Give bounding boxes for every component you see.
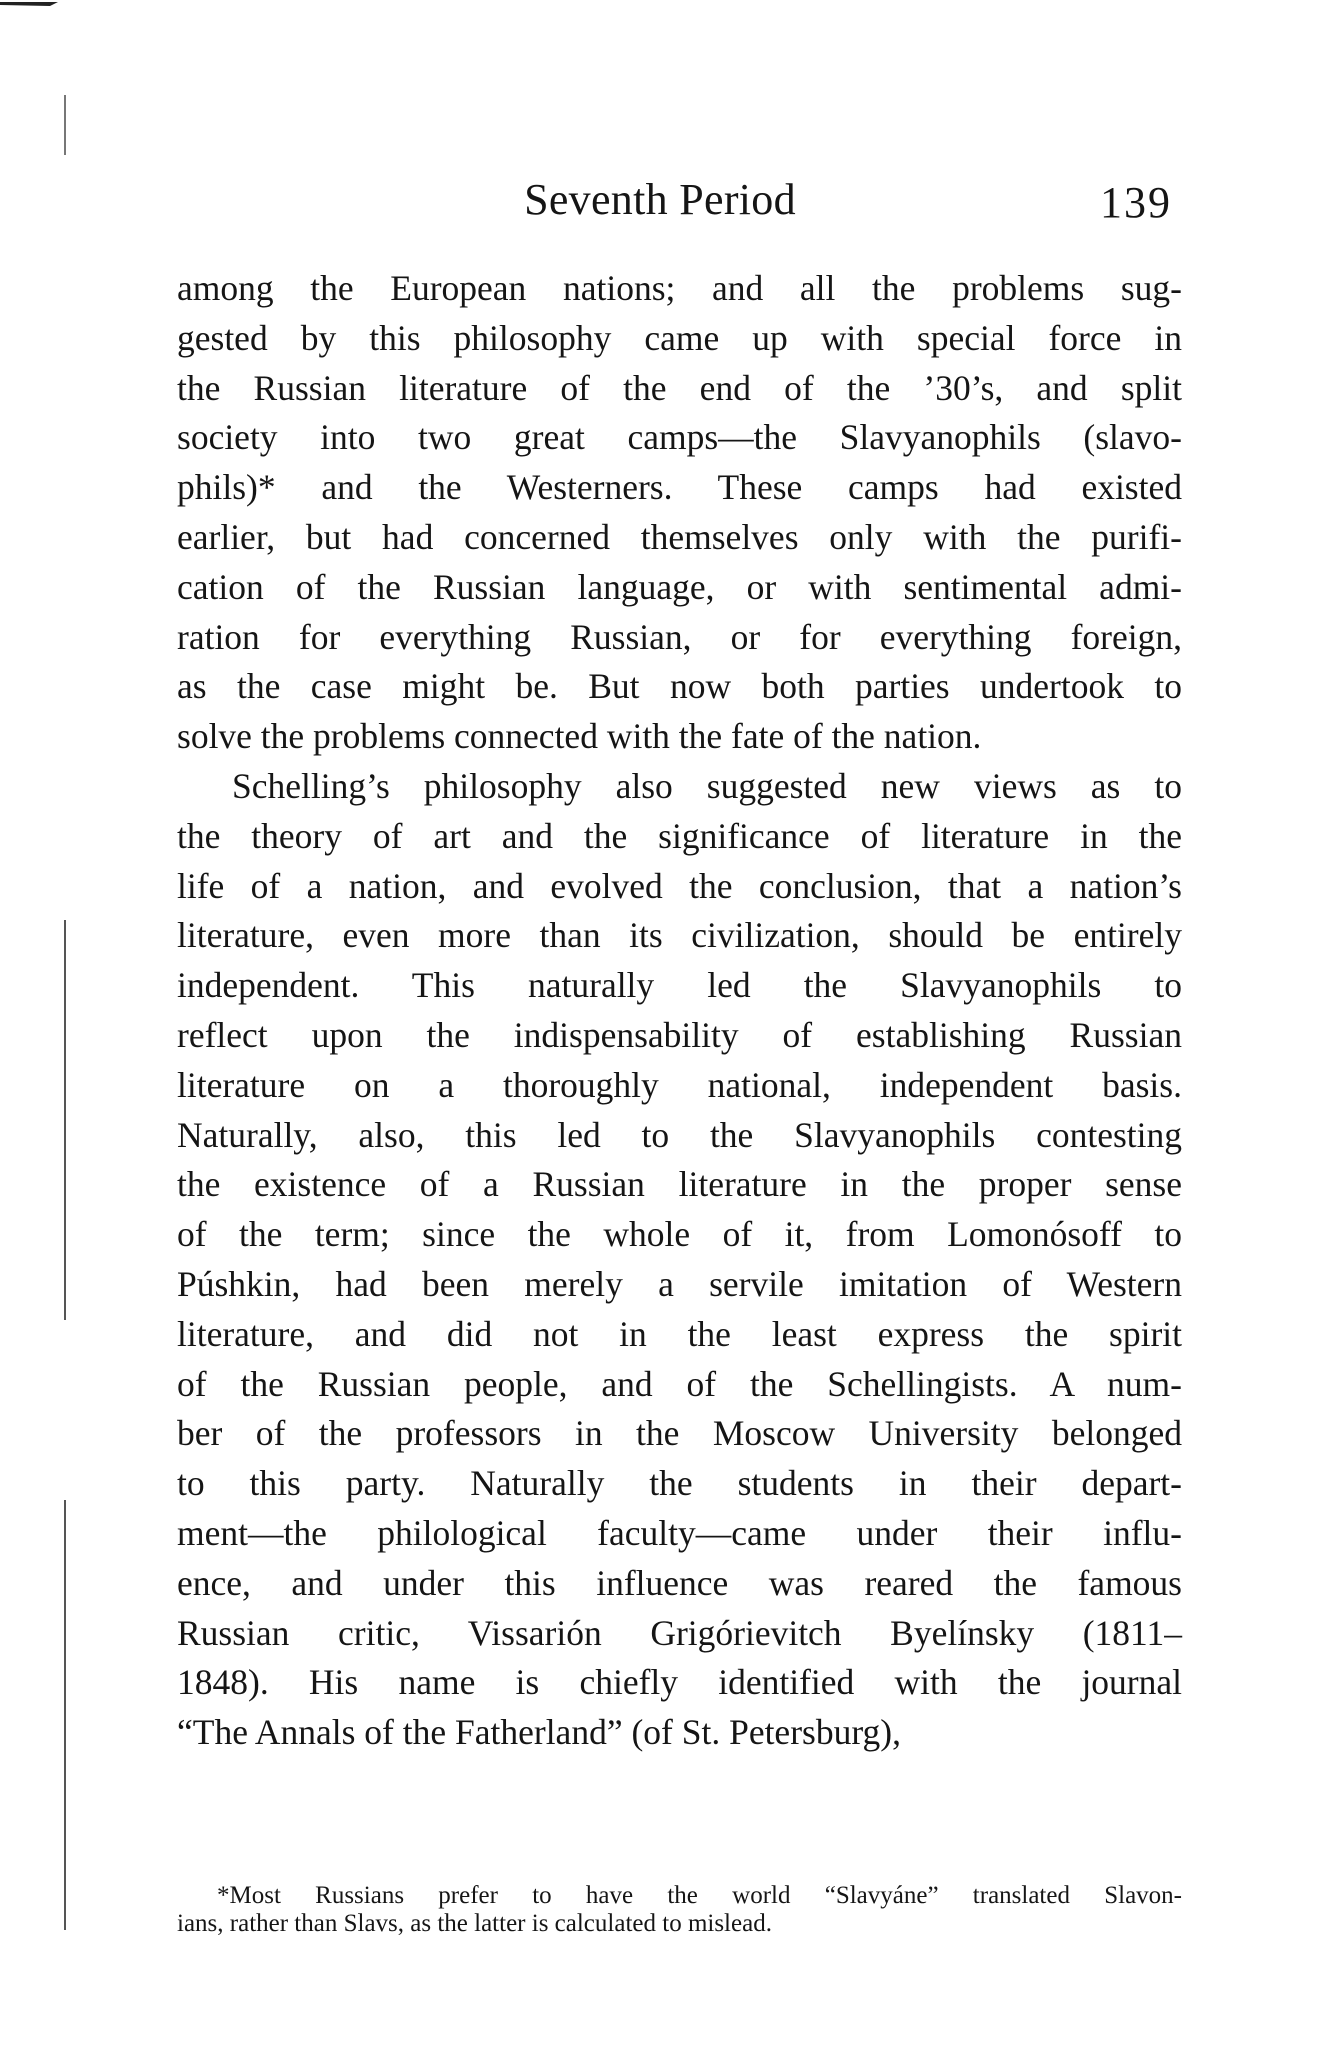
text-line: independent. This naturally led the Slavyanophils to (177, 965, 1182, 1006)
text-line: 1848). His name is chiefly identified with the journal (177, 1662, 1182, 1703)
page-number: 139 (1100, 178, 1172, 227)
text-line: the Russian literature of the end of the ’30’s, and split (177, 367, 1182, 408)
footnote-block (177, 1882, 1182, 1938)
text-line: literature, even more than its civilization, should be entirely (177, 915, 1182, 956)
text-line: “The Annals of the Fatherland” (of St. Petersburg), (177, 1712, 901, 1753)
text-line: phils)* and the Westerners. These camps had existed (177, 467, 1182, 508)
scan-margin-mark (64, 1500, 66, 1930)
text-line: literature on a thoroughly national, independent basis. (177, 1064, 1182, 1105)
text-line: gested by this philosophy came up with special force in (177, 317, 1182, 358)
text-line: as the case might be. But now both parties undertook to (177, 666, 1182, 707)
text-line: literature, and did not in the least express the spirit (177, 1313, 1182, 1354)
text-line: Púshkin, had been merely a servile imitation of Western (177, 1263, 1182, 1304)
text-line: reflect upon the indispensability of establishing Russian (177, 1014, 1182, 1055)
running-head-title: Seventh Period (524, 175, 796, 224)
text-line: cation of the Russian language, or with sentimental admi- (177, 566, 1182, 607)
footnote-line: *Most Russians prefer to have the world “Slavyáne” translated Slavon- (217, 1882, 1182, 1909)
scan-margin-mark (64, 95, 66, 155)
scan-corner-mark (0, 0, 60, 10)
text-line: society into two great camps—the Slavyanophils (slavo- (177, 417, 1182, 458)
text-line: the theory of art and the significance of literature in the (177, 815, 1182, 856)
text-line: of the term; since the whole of it, from Lomonósoff to (177, 1214, 1182, 1255)
text-line: life of a nation, and evolved the conclusion, that a nation’s (177, 865, 1182, 906)
text-line: ration for everything Russian, or for everything foreign, (177, 616, 1182, 657)
text-line: to this party. Naturally the students in their depart- (177, 1463, 1182, 1504)
text-line: Naturally, also, this led to the Slavyanophils contesting (177, 1114, 1182, 1155)
text-line: of the Russian people, and of the Schellingists. A num- (177, 1363, 1182, 1404)
text-line: ment—the philological faculty—came under their influ- (177, 1512, 1182, 1553)
text-line: Russian critic, Vissarión Grigórievitch Byelínsky (1811– (177, 1612, 1182, 1653)
text-line: ence, and under this influence was reared the famous (177, 1562, 1182, 1603)
text-line: earlier, but had concerned themselves only with the purifi- (177, 516, 1182, 557)
scan-margin-mark (64, 920, 66, 1320)
text-line: solve the problems connected with the fate of the nation. (177, 716, 982, 757)
text-line: the existence of a Russian literature in the proper sense (177, 1164, 1182, 1205)
text-line: among the European nations; and all the problems sug- (177, 268, 1182, 308)
text-line: Schelling’s philosophy also suggested new views as to (232, 765, 1182, 806)
text-line: ber of the professors in the Moscow University belonged (177, 1413, 1182, 1454)
body-text (177, 264, 1182, 1758)
footnote-line: ians, rather than Slavs, as the latter is calculated to mislead. (177, 1910, 772, 1937)
